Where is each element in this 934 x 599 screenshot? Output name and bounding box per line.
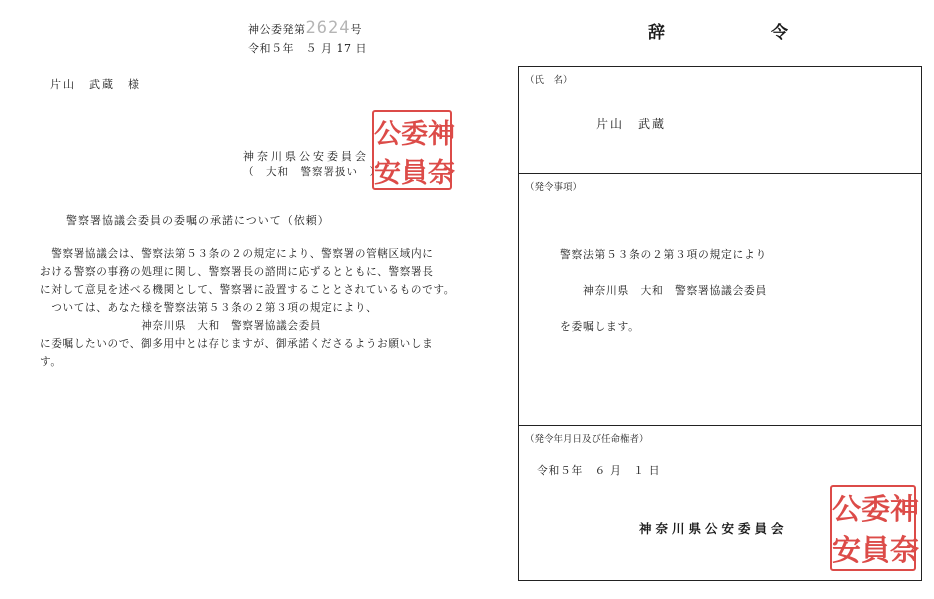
name-label: （氏 名） [525,75,573,86]
body-line: おける警察の事務の処理に関し、警察署長の諮問に応ずるとともに、警察署長 [40,266,434,278]
matter-line: 警察法第５３条の２第３項の規定により [560,248,767,261]
title-left-char: 辞 [648,23,666,43]
appointment-frame [518,66,922,581]
matter-line: 神奈川県 大和 警察署協議会委員 [583,284,767,297]
subject-line: 警察署協議会委員の委嘱の承諾について（依頼） [66,214,330,227]
matter-line: を委嘱します。 [560,320,640,333]
date-issuer-label: （発令年月日及び任命権者） [525,434,649,445]
appointee-name: 片山 武蔵 [596,117,667,131]
matter-label: （発令事項） [525,182,583,193]
seal-char: 奈 [890,533,920,567]
official-seal-left [372,110,455,190]
body-line: に対して意見を述べる機関として、警察署に設置することとされているものです。 [40,284,455,296]
handling-station: （ 大和 警察署扱い ） [243,166,381,178]
seal-char: 員 [401,158,428,189]
reference-prefix: 神公委発第 [248,23,306,36]
seal-char: 員 [861,533,891,567]
reference-suffix: 号 [350,23,362,36]
section-divider [519,425,921,426]
seal-char: 委 [401,119,428,150]
section-divider [519,173,921,174]
addressee: 片山 武蔵 様 [50,78,141,91]
seal-char: 公 [374,119,401,150]
body-line: に委嘱したいので、御多用中とは存じますが、御承諾くださるようお願いしま [40,338,434,350]
body-line: ついては、あなた様を警察法第５３条の２第３項の規定により、 [40,302,378,314]
reference-number-line [248,18,362,38]
body-line: 警察署協議会は、警察法第５３条の２の規定により、警察署の管轄区域内に [40,248,434,260]
issuer-name: 神奈川県公安委員会 [639,521,788,536]
issuer-name: 神奈川県公安委員会 [243,150,369,163]
body-line: す。 [40,356,62,368]
seal-char: 委 [861,492,891,526]
seal-char: 公 [832,492,862,526]
reference-number: 2624 [305,18,351,38]
title-right-char: 令 [771,23,789,43]
seal-char: 神 [428,119,455,150]
seal-char: 安 [832,533,862,567]
issue-date: 令和５年 ６ 月 １ 日 [537,464,661,477]
seal-char: 奈 [428,158,455,189]
seal-char: 神 [890,492,920,526]
body-line: 神奈川県 大和 警察署協議会委員 [40,320,322,332]
official-seal-right [830,485,920,571]
seal-char: 安 [374,158,401,189]
document-date: 令和５年 ５ 月 17 日 [248,42,367,55]
